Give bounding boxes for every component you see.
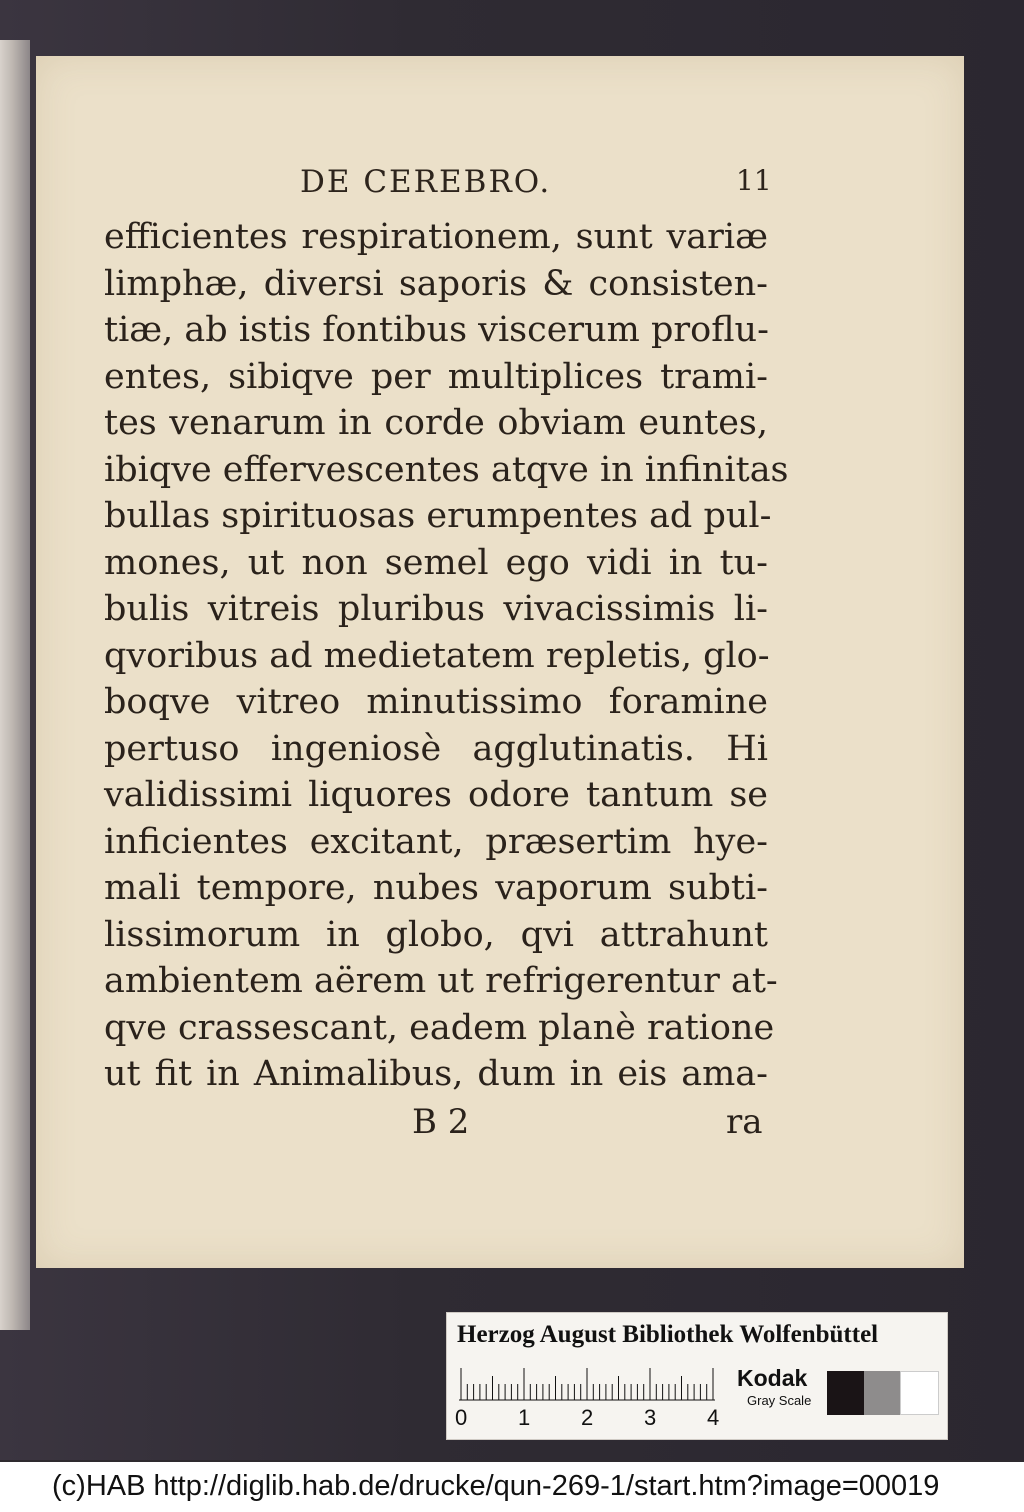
catchword: ra (726, 1102, 763, 1142)
page-number: 11 (736, 164, 772, 197)
text-line: bullas spirituosas erumpentes ad pul- (104, 496, 772, 536)
ruler-number: 2 (581, 1405, 594, 1430)
text-line: ambientem aërem ut refrigerentur at- (104, 961, 778, 1001)
ruler-number: 0 (455, 1405, 468, 1430)
running-head: DE CEREBRO. (300, 164, 552, 200)
text-line: tes venarum in corde obviam euntes, (104, 403, 768, 443)
text-line: boqve vitreo minutissimo foramine (104, 682, 768, 722)
gray-swatch (864, 1371, 901, 1415)
text-line: mones, ut non semel ego vidi in tu- (104, 542, 768, 583)
text-line: ut fit in Animalibus, dum in eis ama- (104, 1054, 768, 1094)
body-text (104, 214, 789, 1098)
text-line: ibiqve effervescentes atqve in infinitas (104, 449, 789, 490)
ruler-numbers (455, 1405, 725, 1431)
ruler-scale (459, 1367, 719, 1401)
text-line: efficientes respirationem, sunt variæ (104, 217, 768, 257)
gray-swatch (900, 1371, 939, 1415)
text-line: entes, sibiqve per multiplices trami- (104, 356, 768, 397)
text-line: qve crassescant, eadem planè ratione (104, 1007, 775, 1048)
ruler-number: 4 (707, 1405, 720, 1430)
gray-swatch (827, 1371, 864, 1415)
signature-mark: B 2 (412, 1102, 470, 1142)
gray-swatches (827, 1371, 939, 1415)
text-line: limphæ, diversi saporis & consisten- (104, 263, 768, 304)
text-line: mali tempore, nubes vaporum subti- (104, 868, 768, 908)
ruler-number: 1 (518, 1405, 531, 1430)
gray-scale-label: Gray Scale (747, 1393, 812, 1408)
color-reference-card (446, 1312, 948, 1440)
copyright-url: (c)HAB http://diglib.hab.de/drucke/qun-269-1/start.htm?image=00019 (52, 1470, 940, 1502)
ruler-number: 3 (644, 1405, 657, 1430)
text-line: lissimorum in globo, qvi attrahunt (104, 914, 768, 955)
text-line: tiæ, ab istis fontibus viscerum proflu- (104, 310, 769, 350)
text-line: bulis vitreis pluribus vivacissimis li- (104, 589, 768, 629)
text-line: pertuso ingeniosè agglutinatis. Hi (104, 728, 768, 769)
text-line: validissimi liquores odore tantum se (104, 775, 768, 815)
text-line: qvoribus ad medietatem repletis, glo- (104, 635, 770, 676)
kodak-logo: Kodak (737, 1365, 808, 1391)
footer-bar (0, 1462, 1024, 1512)
library-name: Herzog August Bibliothek Wolfenbüttel (457, 1321, 879, 1348)
text-line: inficientes excitant, præsertim hye- (104, 821, 768, 862)
page-edge-left (0, 40, 30, 1330)
